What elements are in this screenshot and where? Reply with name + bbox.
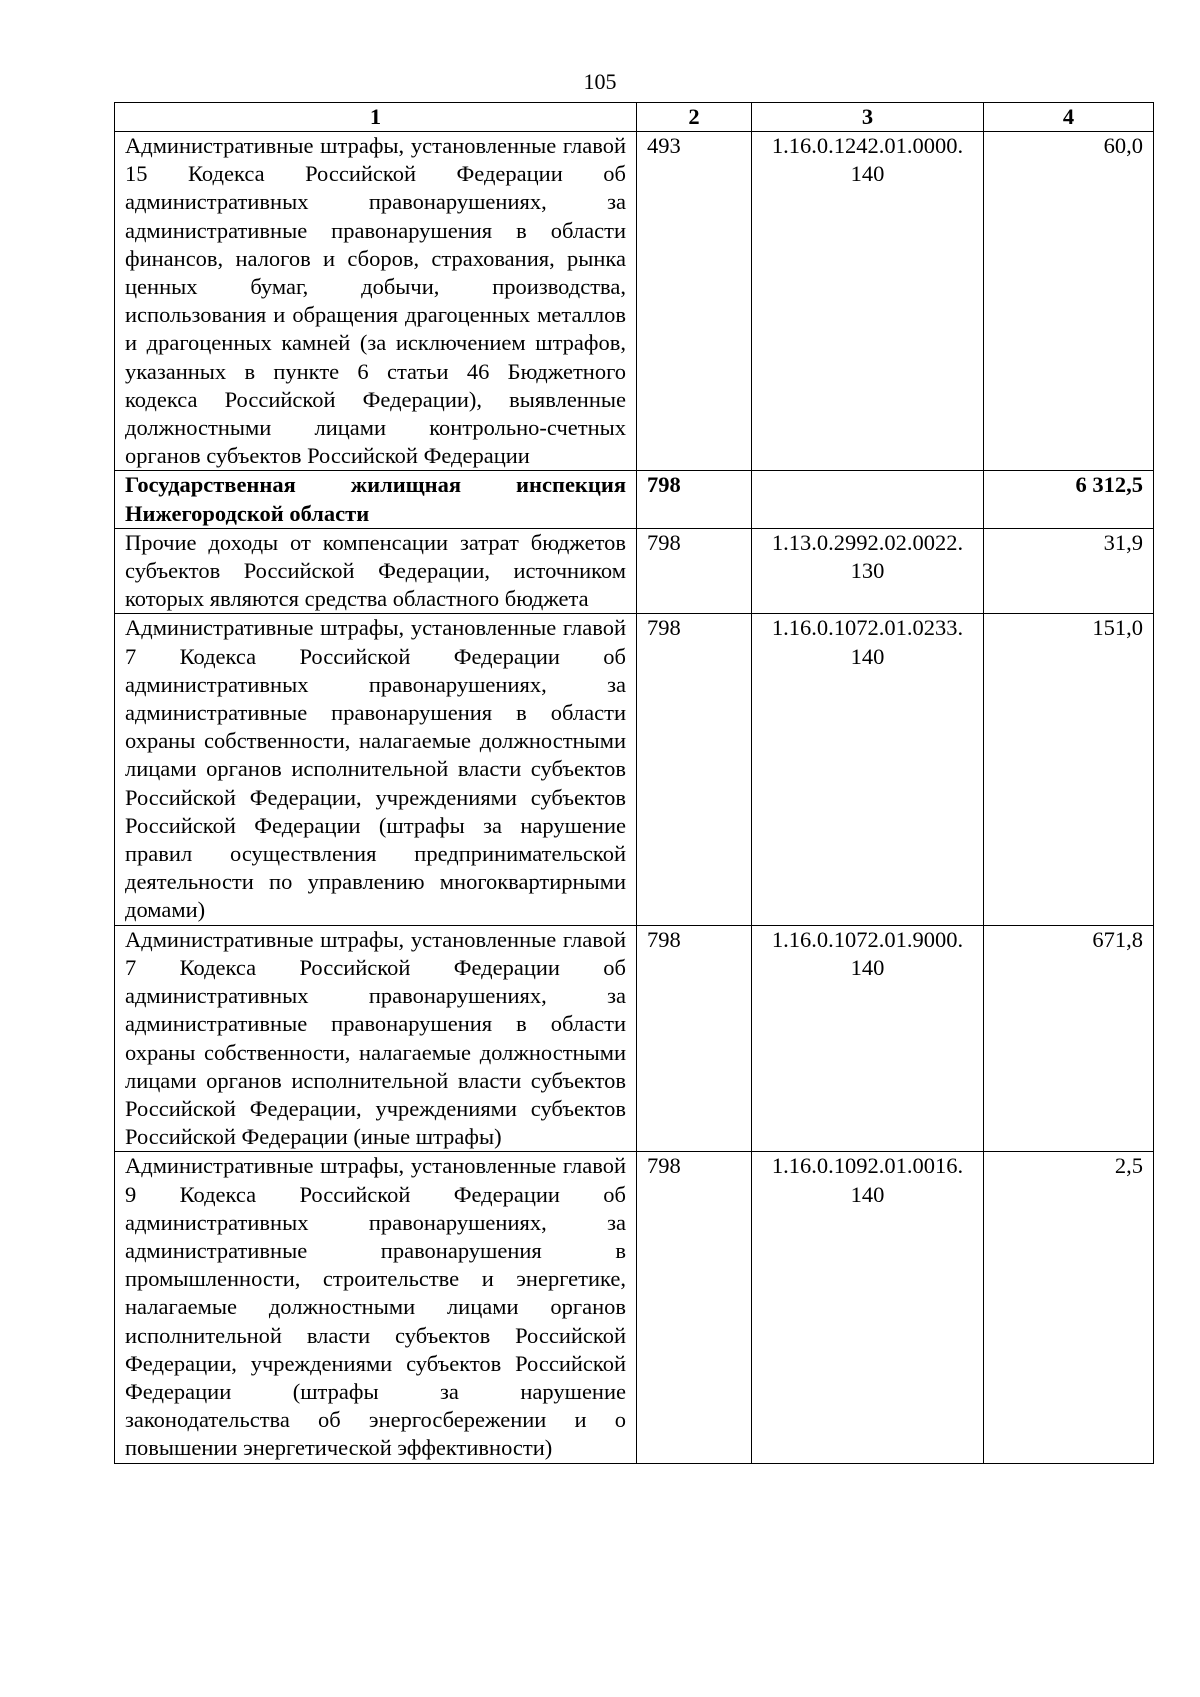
budget-code-line-2: 140 — [850, 1181, 885, 1207]
row-amount: 2,5 — [984, 1152, 1154, 1463]
row-grbs-code: 798 — [637, 1152, 752, 1463]
row-grbs-code: 798 — [637, 471, 752, 528]
header-col-3: 3 — [752, 103, 984, 132]
section-total-amount: 6 312,5 — [984, 471, 1154, 528]
table-row — [115, 614, 1154, 925]
row-budget-code — [752, 471, 984, 528]
budget-code-line-1: 1.16.0.1072.01.0233. — [771, 615, 964, 641]
header-row — [115, 103, 1154, 132]
budget-code-line-1: 1.16.0.1092.01.0016. — [771, 1153, 964, 1179]
row-budget-code — [752, 1152, 984, 1463]
row-grbs-code: 798 — [637, 614, 752, 925]
row-grbs-code: 493 — [637, 132, 752, 471]
row-description: Административные штрафы, установленные главой 15 Кодекса Российской Федерации об административных правонарушениях, за административные правонарушения в области финансов, налогов и сборов, страхования, рынка ценных бумаг, добычи, производства, использования и обращения драгоценных металлов и драгоценных камней (за исключением штрафов, указанных в пункте 6 статьи 46 Бюджетного кодекса Российской Федерации), выявленные должностными лицами контрольно-счетных органов субъектов Российской Федерации — [115, 132, 637, 471]
row-budget-code — [752, 614, 984, 925]
row-description: Административные штрафы, установленные главой 7 Кодекса Российской Федерации об административных правонарушениях, за административные правонарушения в области охраны собственности, налагаемые должностными лицами органов исполнительной власти субъектов Российской Федерации, учреждениями субъектов Российской Федерации (иные штрафы) — [115, 925, 637, 1152]
row-description: Административные штрафы, установленные главой 7 Кодекса Российской Федерации об административных правонарушениях, за административные правонарушения в области охраны собственности, налагаемые должностными лицами органов исполнительной власти субъектов Российской Федерации, учреждениями субъектов Российской Федерации (штрафы за нарушение правил осуществления предпринимательской деятельности по управлению многоквартирными домами) — [115, 614, 637, 925]
page-number: 105 — [583, 69, 617, 94]
budget-code-line-2: 140 — [850, 954, 885, 980]
table-row — [115, 925, 1154, 1152]
table-row — [115, 528, 1154, 614]
row-budget-code — [752, 132, 984, 471]
table-row — [115, 132, 1154, 471]
row-amount: 671,8 — [984, 925, 1154, 1152]
row-amount: 151,0 — [984, 614, 1154, 925]
budget-code-line-1: 1.13.0.2992.02.0022. — [771, 529, 964, 555]
table-row — [115, 1152, 1154, 1463]
budget-code-line-2: 140 — [850, 161, 885, 187]
row-budget-code — [752, 528, 984, 614]
row-grbs-code: 798 — [637, 925, 752, 1152]
budget-code-line-2: 130 — [850, 558, 885, 584]
row-amount: 60,0 — [984, 132, 1154, 471]
row-budget-code — [752, 925, 984, 1152]
budget-code-line-1: 1.16.0.1072.01.9000. — [771, 926, 964, 952]
budget-code-line-1: 1.16.0.1242.01.0000. — [771, 133, 964, 158]
header-col-2: 2 — [637, 103, 752, 132]
header-col-4: 4 — [984, 103, 1154, 132]
table-row-section — [115, 471, 1154, 528]
row-description: Прочие доходы от компенсации затрат бюджетов субъектов Российской Федерации, источником которых являются средства областного бюджета — [115, 528, 637, 614]
header-col-1: 1 — [115, 103, 637, 132]
row-grbs-code: 798 — [637, 528, 752, 614]
budget-code-line-2: 140 — [850, 643, 885, 669]
revenue-table — [114, 102, 1154, 1464]
row-amount: 31,9 — [984, 528, 1154, 614]
row-description: Административные штрафы, установленные главой 9 Кодекса Российской Федерации об административных правонарушениях, за административные правонарушения в промышленности, строительстве и энергетике, налагаемые должностными лицами органов исполнительной власти субъектов Российской Федерации, учреждениями субъектов Российской Федерации (штрафы за нарушение законодательства об энергосбережении и о повышении энергетической эффективности) — [115, 1152, 637, 1463]
section-title: Государственная жилищная инспекция Нижегородской области — [115, 471, 637, 528]
